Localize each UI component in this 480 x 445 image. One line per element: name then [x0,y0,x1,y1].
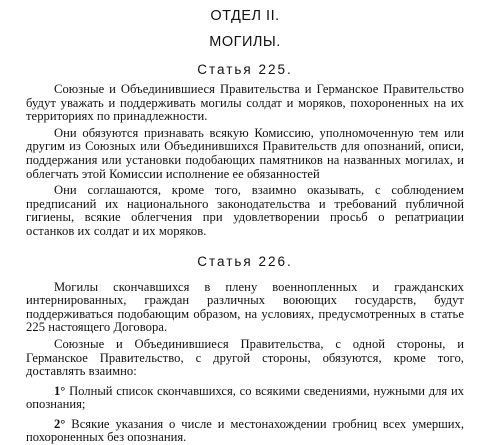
section-title: ОТДЕЛ II. [210,8,280,24]
item-text: Полный список скончавшихся, со всякими сведениями, нужными для их опознания; [26,383,464,412]
item-number: 2° [54,416,66,431]
item-number: 1° [54,383,66,398]
article-225-paragraph-2: Они обязуются признавать всякую Комиссию, уполномоченную тем или другим из Союзных или Объединившихся Правительств для опознаний, описи, поддержания или установки подобающих памятников на названных могилах, и облегчать этой Комиссии исполнение ее обязанностей [26,125,464,181]
article-226-title: Статья 226. [197,253,293,269]
article-226-paragraph-2: Союзные и Объединившиеся Правительства, с одной стороны, и Германское Правительство, с другой стороны, обязуются, кроме того, доставлять взаимно: [26,336,464,379]
article-225-title: Статья 225. [197,62,293,77]
article-226-paragraph-1: Могилы скончавшихся в плену военнопленных и гражданских интернированных, граждан различных воюющих государств, будут поддерживаться подобающим образом, на условиях, предусмотренных в статье 225 настоящего Договора. [26,279,464,335]
article-225-paragraph-1: Союзные и Объединившиеся Правительства и Германское Правительство будут уважать и поддерживать могилы солдат и моряков, похороненных на их территориях по принадлежности. [26,82,464,124]
article-226-item-2 [26,418,464,445]
subject-title: МОГИЛЫ. [209,34,281,50]
item-text: Всякие указания о числе и местонахождении гробниц всех умерших, похороненных без опознания. [26,416,464,445]
article-226-item-1 [26,385,464,412]
article-225-paragraph-3: Они соглашаются, кроме того, взаимно оказывать, с соблюдением предписаний их национального законодательства и требований публичной гигиены, всякие облегчения при удовлетворении просьб о репатриации останков их солдат и их моряков. [26,183,464,238]
